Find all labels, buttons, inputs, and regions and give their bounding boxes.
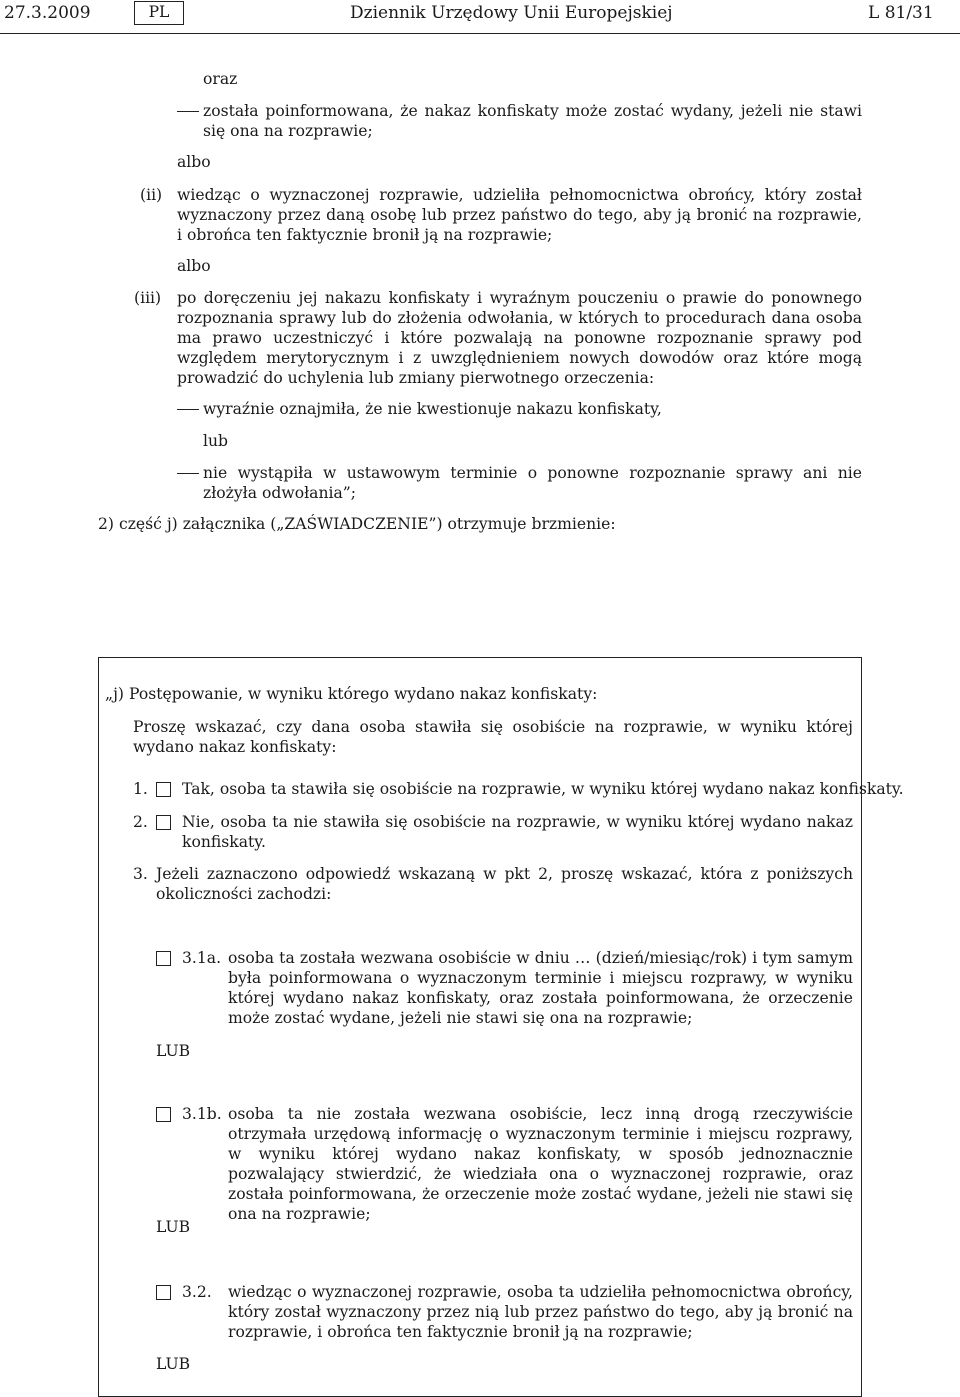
attendance-question: Proszę wskazać, czy dana osoba stawiła się osobiście na rozprawie, w wyniku której wydano nakaz konfiskaty: <box>133 718 853 756</box>
language-badge: PL <box>134 1 184 25</box>
option-3-1a-text: osoba ta została wezwana osobiście w dniu … (dzień/miesiąc/rok) i tym samym była poinformowana o wyznaczonym terminie i miejscu rozprawy, w wyniku której wydano nakaz konfiskaty, oraz została poinformowana, że orzeczenie może zostać wydane, jeżeli nie stawi się ona na rozprawie; <box>228 949 853 1027</box>
albo-label: albo <box>177 153 211 171</box>
option-1-text: Tak, osoba ta stawiła się osobiście na rozprawie, w wyniku której wydano nakaz konfiskaty. <box>182 780 904 798</box>
lub-separator: LUB <box>156 1218 191 1236</box>
option-3-2-checkbox[interactable] <box>156 1285 171 1300</box>
dash-item-no-appeal: nie wystąpiła w ustawowym terminie o ponowne rozpoznanie sprawy ani nie złożyła odwołania”; <box>203 464 862 502</box>
option-2-checkbox[interactable] <box>156 815 171 830</box>
option-3-1a-number: 3.1a. <box>182 949 222 967</box>
dash-marker <box>177 409 199 410</box>
option-3-1b-checkbox[interactable] <box>156 1107 171 1122</box>
item-iii-number: (iii) <box>134 289 162 307</box>
item-ii-number: (ii) <box>140 186 163 204</box>
option-3-2-number: 3.2. <box>182 1283 212 1301</box>
dash-item-informed: została poinformowana, że nakaz konfiskaty może zostać wydany, jeżeli nie stawi się ona na rozprawie; <box>203 102 862 140</box>
journal-title: Dziennik Urzędowy Unii Europejskiej <box>350 3 673 23</box>
option-3-text: Jeżeli zaznaczono odpowiedź wskazaną w pkt 2, proszę wskazać, która z poniższych okoliczności zachodzi: <box>156 865 853 903</box>
item-iii-text: po doręczeniu jej nakazu konfiskaty i wyraźnym pouczeniu o prawie do ponownego rozpoznania sprawy lub do złożenia odwołania, w których to procedurach dana osoba ma prawo uczestniczyć i które pozwalają na ponowne rozpoznanie sprawy pod względem merytorycznym i z uwzględnieniem nowych dowodów oraz które mogą prowadzić do uchylenia lub zmiany pierwotnego orzeczenia: <box>177 289 862 387</box>
option-3-2-text: wiedząc o wyznaczonej rozprawie, osoba ta udzieliła pełnomocnictwa obrońcy, który został wyznaczony przez nią lub przez państwo do tego, aby ją bronić na rozprawie, i obrońca ten faktycznie bronił ją na rozprawie; <box>228 1283 853 1341</box>
dash-marker <box>177 473 199 474</box>
dash-marker <box>177 111 199 112</box>
lub-label: lub <box>203 432 229 450</box>
page-reference: L 81/31 <box>868 3 934 23</box>
oraz-label: oraz <box>203 70 238 88</box>
lub-separator: LUB <box>156 1355 191 1373</box>
option-3-number: 3. <box>133 865 148 883</box>
option-1-checkbox[interactable] <box>156 782 171 797</box>
option-2-number: 2. <box>133 813 148 831</box>
option-1-number: 1. <box>133 780 148 798</box>
option-2-text: Nie, osoba ta nie stawiła się osobiście na rozprawie, w wyniku której wydano nakaz konfiskaty. <box>182 813 853 851</box>
header-rule <box>0 33 960 34</box>
header-date: 27.3.2009 <box>4 3 91 23</box>
option-3-1b-text: osoba ta nie została wezwana osobiście, lecz inną drogą rzeczywiście otrzymała urzędową informację o wyznaczonym terminie i miejscu rozprawy, w wyniku której wydano nakaz konfiskaty, w sposób jednoznacznie pozwalający stwierdzić, że wiedziała ona o wyznaczonej rozprawie, oraz została poinformowana, że orzeczenie może zostać wydane, jeżeli nie stawi się ona na rozprawie; <box>228 1105 853 1223</box>
point-2-amendment: 2) część j) załącznika („ZAŚWIADCZENIE”) otrzymuje brzmienie: <box>98 515 616 533</box>
option-3-1b-number: 3.1b. <box>182 1105 222 1123</box>
dash-item-not-contested: wyraźnie oznajmiła, że nie kwestionuje nakazu konfiskaty, <box>203 400 662 418</box>
lub-separator: LUB <box>156 1042 191 1060</box>
albo-label: albo <box>177 257 211 275</box>
option-3-1a-checkbox[interactable] <box>156 951 171 966</box>
section-j-title: „j) Postępowanie, w wyniku którego wydano nakaz konfiskaty: <box>105 685 598 703</box>
item-ii-text: wiedząc o wyznaczonej rozprawie, udzieliła pełnomocnictwa obrońcy, który został wyznaczony przez daną osobę lub przez państwo do tego, aby ją bronić na rozprawie, i obrońca ten faktycznie bronił ją na rozprawie; <box>177 186 862 244</box>
